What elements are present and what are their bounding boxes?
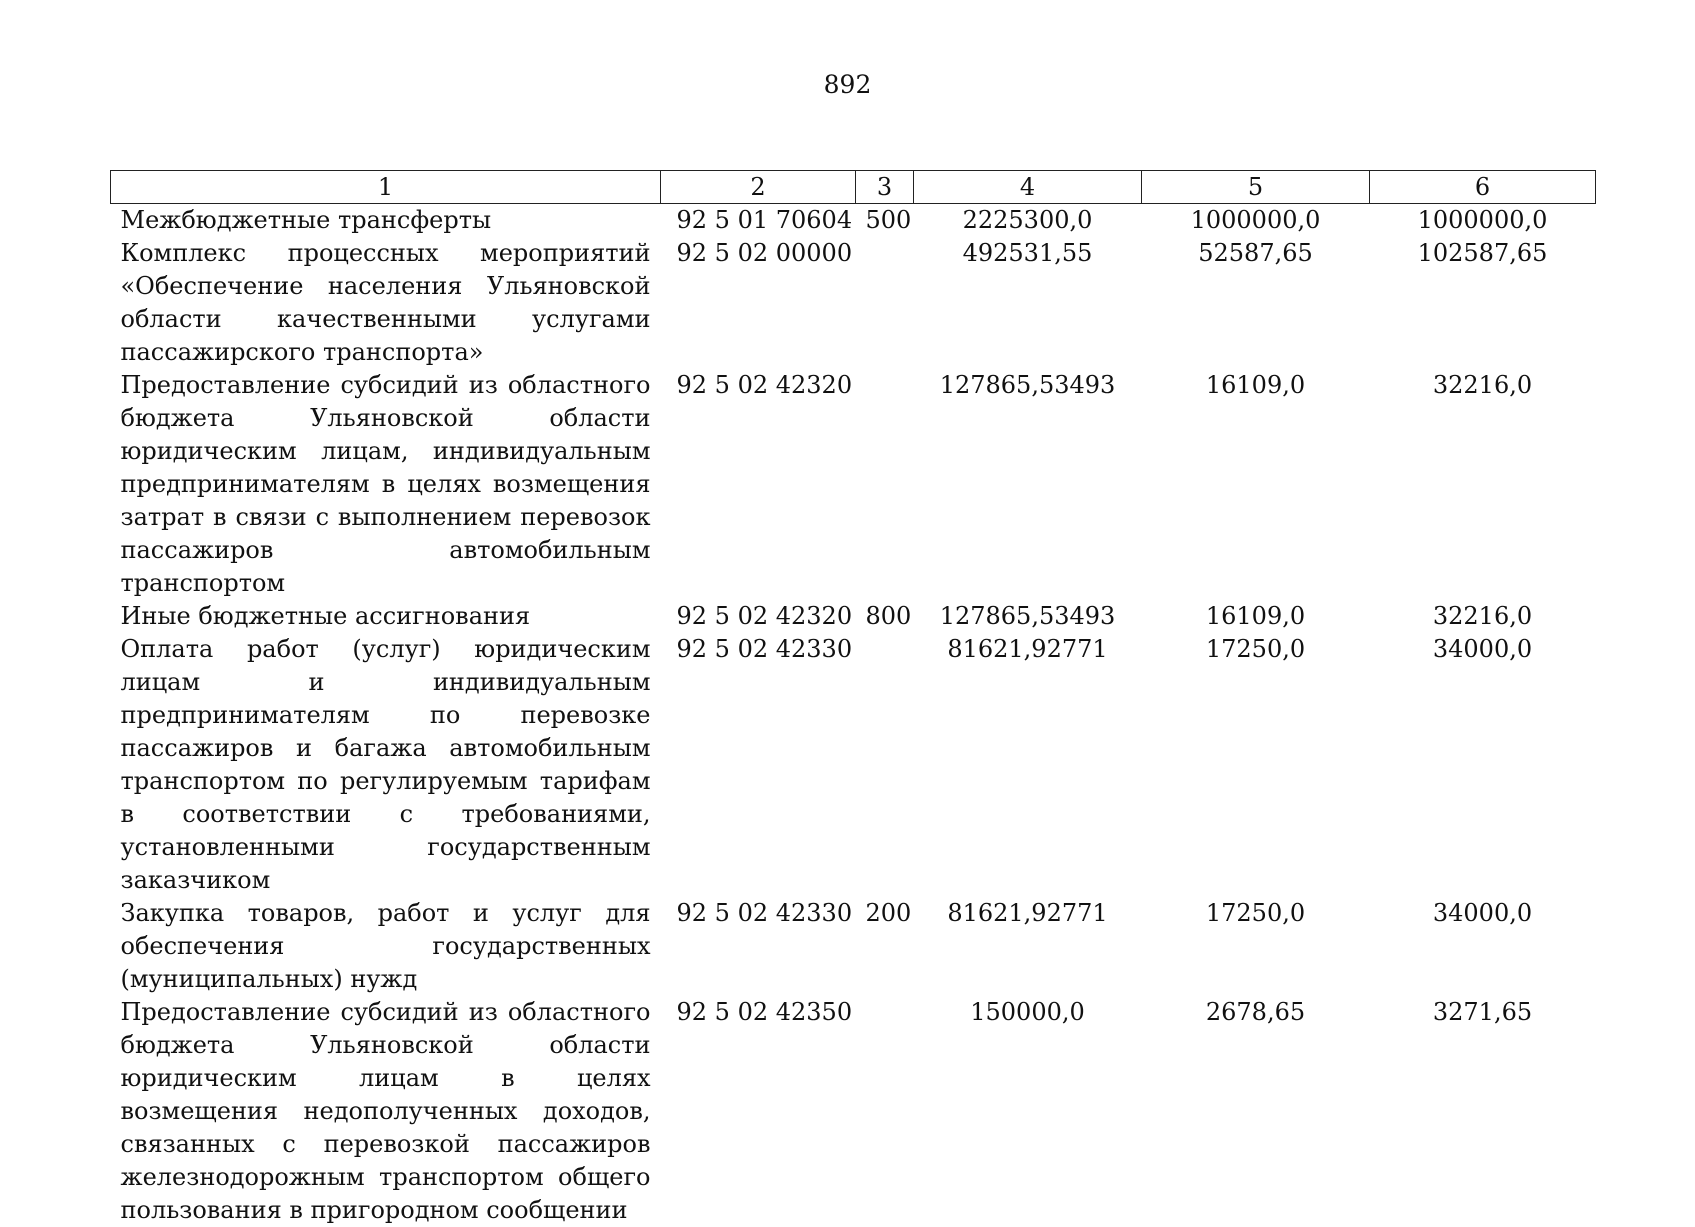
column-header: 3 [856, 171, 914, 204]
table-row [111, 633, 1596, 897]
table-row [111, 204, 1596, 238]
table-header-row [111, 171, 1596, 204]
table-row [111, 897, 1596, 996]
row-value-6: 34000,0 [1432, 899, 1533, 927]
row-type: 200 [865, 899, 912, 927]
row-value-6: 1000000,0 [1417, 206, 1548, 234]
table-row [111, 996, 1596, 1227]
row-type [856, 237, 914, 369]
row-value-5: 17250,0 [1205, 899, 1306, 927]
column-header: 1 [111, 171, 661, 204]
row-code: 92 5 02 42330 [676, 899, 853, 927]
row-name: Оплата работ (услуг) юридическим лицам и индивидуальным предпринимателям по перевозке пассажиров и багажа автомобильным транспортом по регулируемым тарифам в соответствии с требованиями, установленными государственным заказчиком [120, 635, 651, 894]
row-name: Иные бюджетные ассигнования [120, 602, 531, 630]
row-value-4: 150000,0 [970, 998, 1085, 1026]
row-code: 92 5 01 70604 [676, 206, 853, 234]
row-type [856, 369, 914, 600]
row-value-5: 2678,65 [1205, 998, 1306, 1026]
row-type: 800 [865, 602, 912, 630]
table-row [111, 237, 1596, 369]
row-code: 92 5 02 42350 [676, 998, 853, 1026]
row-name: Комплекс процессных мероприятий «Обеспечение населения Ульяновской области качественными услугами пассажирского транспорта» [120, 239, 651, 366]
row-value-4: 81621,92771 [947, 635, 1108, 663]
row-name: Предоставление субсидий из областного бюджета Ульяновской области юридическим лицам в целях возмещения недополученных доходов, связанных с перевозкой пассажиров железнодорожным транспортом общего пользования в пригородном сообщении [120, 998, 651, 1224]
row-value-4: 81621,92771 [947, 899, 1108, 927]
row-name: Закупка товаров, работ и услуг для обеспечения государственных (муниципальных) нужд [120, 899, 651, 993]
row-value-6: 34000,0 [1432, 635, 1533, 663]
row-value-4: 127865,53493 [939, 371, 1116, 399]
row-name: Предоставление субсидий из областного бюджета Ульяновской области юридическим лицам, индивидуальным предпринимателям в целях возмещения затрат в связи с выполнением перевозок пассажиров автомобильным транспортом [120, 371, 651, 597]
column-header: 2 [661, 171, 856, 204]
row-value-5: 16109,0 [1205, 602, 1306, 630]
row-type: 500 [865, 206, 912, 234]
row-type [856, 633, 914, 897]
column-header: 4 [914, 171, 1142, 204]
table-row [111, 600, 1596, 633]
row-value-6: 32216,0 [1432, 371, 1533, 399]
row-code: 92 5 02 42320 [676, 371, 853, 399]
row-code: 92 5 02 42320 [676, 602, 853, 630]
row-value-5: 52587,65 [1198, 239, 1313, 267]
row-value-6: 32216,0 [1432, 602, 1533, 630]
row-value-5: 1000000,0 [1190, 206, 1321, 234]
column-header: 6 [1370, 171, 1596, 204]
row-code: 92 5 02 00000 [676, 239, 853, 267]
row-value-4: 2225300,0 [962, 206, 1093, 234]
row-value-4: 492531,55 [962, 239, 1093, 267]
row-value-5: 16109,0 [1205, 371, 1306, 399]
column-header: 5 [1142, 171, 1370, 204]
row-value-4: 127865,53493 [939, 602, 1116, 630]
row-code: 92 5 02 42330 [676, 635, 853, 663]
table-row [111, 369, 1596, 600]
budget-table [110, 170, 1596, 1227]
page-number: 892 [823, 70, 872, 99]
row-name: Межбюджетные трансферты [120, 206, 492, 234]
row-value-6: 102587,65 [1417, 239, 1548, 267]
row-value-5: 17250,0 [1205, 635, 1306, 663]
row-value-6: 3271,65 [1432, 998, 1533, 1026]
row-type [856, 996, 914, 1227]
